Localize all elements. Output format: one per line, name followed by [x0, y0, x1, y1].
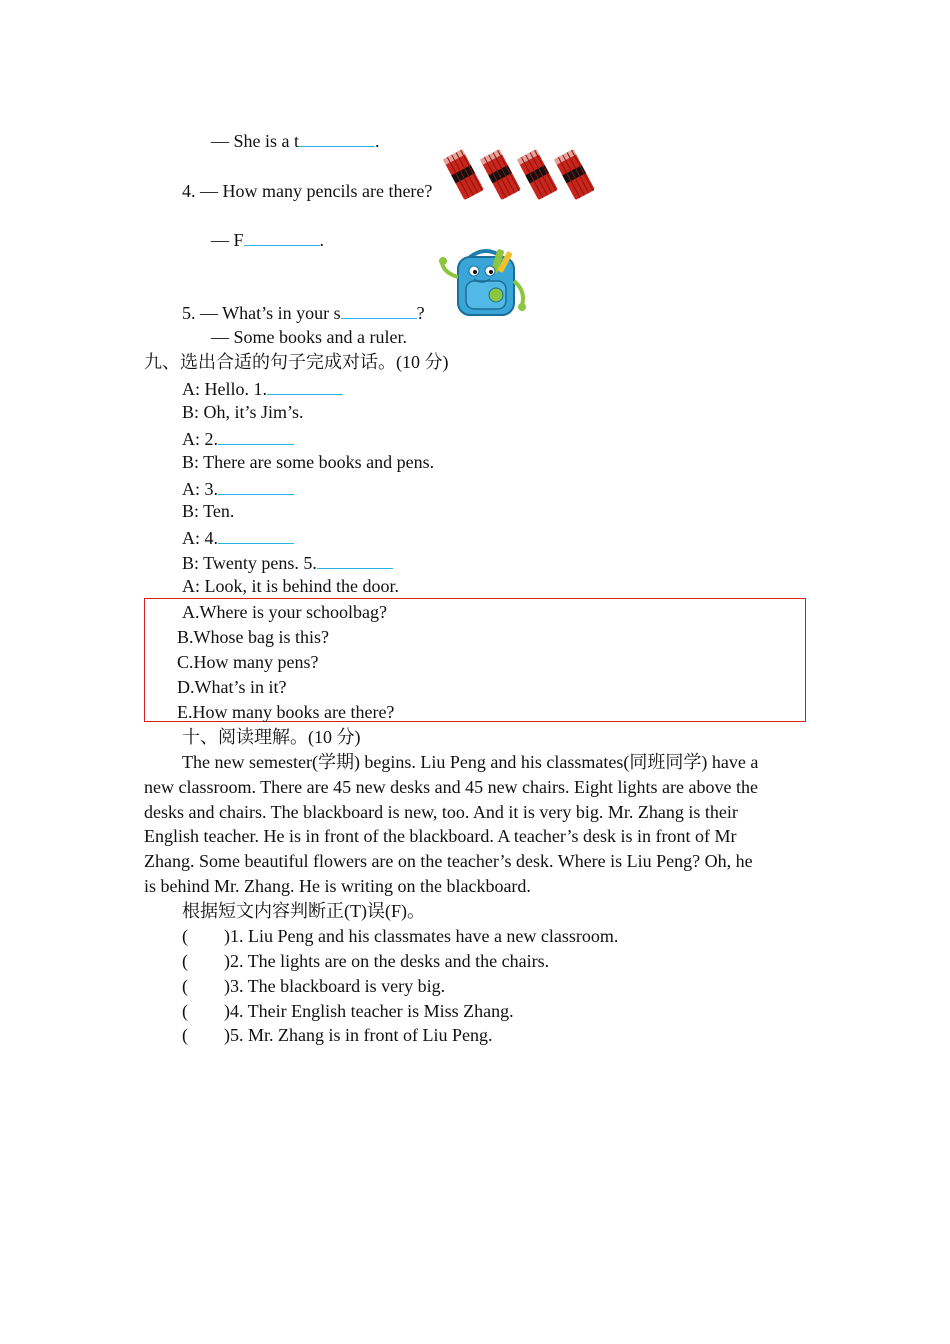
section10-title: 十、阅读理解。(10 分) — [182, 727, 361, 747]
dialogue-line-6-text: B: Ten. — [182, 501, 235, 521]
q5-question-end: ? — [416, 303, 425, 323]
dialogue-blank-4[interactable] — [218, 525, 294, 544]
dialogue-line-9-text: A: Look, it is behind the door. — [182, 576, 399, 596]
q4-answer-line — [211, 227, 324, 251]
dialogue-line-4 — [182, 451, 434, 473]
tf-bracket-5[interactable]: ( ) — [182, 1025, 230, 1045]
option-d: D.What’s in it? — [177, 677, 287, 697]
q5-question-line — [182, 300, 425, 324]
passage-line-3: desks and chairs. The blackboard is new, too. And it is very big. Mr. Zhang is their — [144, 802, 738, 822]
tf-item-5 — [182, 1024, 492, 1046]
dialogue-line-5 — [182, 476, 294, 500]
dialogue-line-7 — [182, 525, 294, 549]
dialogue-line-3-text: A: 2. — [182, 429, 218, 449]
dialogue-line-2 — [182, 401, 304, 423]
q5-question-blank[interactable] — [341, 300, 417, 319]
tf-bracket-3[interactable]: ( ) — [182, 976, 230, 996]
tf-item-3 — [182, 975, 445, 997]
passage-line-5: Zhang. Some beautiful flowers are on the teacher’s desk. Where is Liu Peng? Oh, he — [144, 851, 753, 871]
q5-question-start: 5. — What’s in your s — [182, 303, 341, 323]
pencil-bundle-2 — [480, 149, 521, 200]
dialogue-line-2-text: B: Oh, it’s Jim’s. — [182, 402, 304, 422]
passage-line-4: English teacher. He is in front of the blackboard. A teacher’s desk is in front of Mr — [144, 826, 737, 846]
dialogue-line-7-text: A: 4. — [182, 528, 218, 548]
dialogue-line-9 — [182, 575, 399, 597]
tf-bracket-2[interactable]: ( ) — [182, 951, 230, 971]
q5-answer: — Some books and a ruler. — [211, 327, 407, 347]
q3-answer-end: . — [375, 131, 380, 151]
q4-answer-blank[interactable] — [244, 227, 320, 246]
dialogue-line-4-text: B: There are some books and pens. — [182, 452, 435, 472]
dialogue-line-3 — [182, 426, 294, 450]
section9-title: 九、选出合适的句子完成对话。(10 分) — [144, 352, 449, 372]
schoolbag-image — [440, 247, 532, 319]
pencil-bundle-4 — [554, 149, 595, 200]
q3-answer-start: — She is a t — [211, 131, 299, 151]
dialogue-line-5-text: A: 3. — [182, 479, 218, 499]
tf-bracket-4[interactable]: ( ) — [182, 1001, 230, 1021]
tf-statement-5: 5. Mr. Zhang is in front of Liu Peng. — [230, 1025, 493, 1045]
tf-item-2 — [182, 950, 549, 972]
option-b: B.Whose bag is this? — [177, 627, 329, 647]
dialogue-blank-2[interactable] — [218, 426, 294, 445]
dialogue-blank-5[interactable] — [317, 550, 393, 569]
tf-statement-4: 4. Their English teacher is Miss Zhang. — [230, 1001, 514, 1021]
passage-line-1: The new semester(学期) begins. Liu Peng and his classmates(同班同学) have a — [182, 752, 759, 772]
passage-line-6: is behind Mr. Zhang. He is writing on the blackboard. — [144, 876, 531, 896]
pencil-bundle-1 — [443, 149, 484, 200]
dialogue-blank-3[interactable] — [218, 476, 294, 495]
dialogue-line-8-text: B: Twenty pens. 5. — [182, 553, 317, 573]
q4-answer-start: — F — [211, 230, 244, 250]
pencil-bundles-image — [445, 146, 605, 200]
tf-bracket-1[interactable]: ( ) — [182, 926, 230, 946]
q3-answer-blank[interactable] — [299, 128, 375, 147]
tf-item-4 — [182, 1000, 514, 1022]
tf-statement-2: 2. The lights are on the desks and the chairs. — [230, 951, 550, 971]
tf-instruction: 根据短文内容判断正(T)误(F)。 — [182, 901, 425, 921]
passage-line-2: new classroom. There are 45 new desks and 45 new chairs. Eight lights are above the — [144, 777, 758, 797]
dialogue-blank-1[interactable] — [267, 376, 343, 395]
dialogue-line-6 — [182, 500, 234, 522]
pencil-bundle-3 — [517, 149, 558, 200]
tf-item-1 — [182, 925, 618, 947]
option-e: E.How many books are there? — [177, 702, 395, 722]
q4-question: 4. — How many pencils are there? — [182, 181, 433, 201]
dialogue-line-8 — [182, 550, 393, 574]
q4-answer-end: . — [319, 230, 325, 250]
option-c: C.How many pens? — [177, 652, 319, 672]
q3-answer-line — [211, 128, 380, 152]
dialogue-line-1-text: A: Hello. 1. — [182, 379, 267, 399]
option-a: A.Where is your schoolbag? — [182, 602, 387, 622]
dialogue-line-1 — [182, 376, 343, 400]
tf-statement-1: 1. Liu Peng and his classmates have a new classroom. — [230, 926, 619, 946]
tf-statement-3: 3. The blackboard is very big. — [230, 976, 446, 996]
